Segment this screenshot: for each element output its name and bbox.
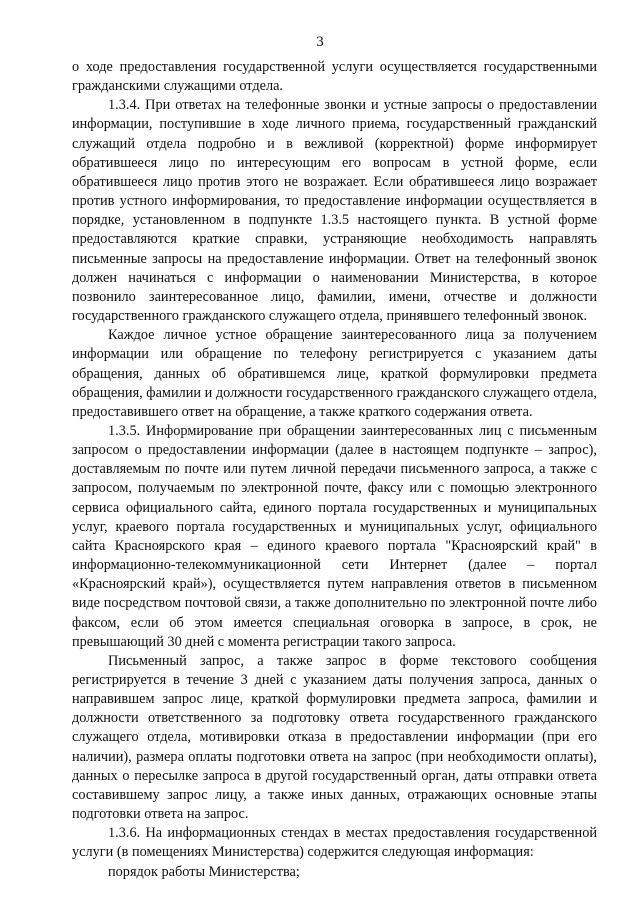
list-item-ministry-work-order: порядок работы Министерства; [108, 863, 300, 880]
paragraph-oral-request-registration: Каждое личное устное обращение заинтересованного лица за получением информации или обращение по телефону регистрируется с указанием даты обращения, данных об обратившемся лице, краткой формулировки предмета обращения, фамилии и должности государственного гражданского служащего отдела, предоставившего ответ на обращение, а также краткого содержания ответа. [72, 327, 597, 420]
paragraph-1-3-6: 1.3.6. На информационных стендах в местах предоставления государственной услуги (в помещениях Министерства) содержится следующая информация: [72, 825, 597, 861]
paragraph-written-request-registration: Письменный запрос, а также запрос в форме текстового сообщения регистрируется в течение 3 дней с указанием даты получения запроса, данных о направившем запрос лице, краткой формулировки предмета запроса, фамилии и должности ответственного за подготовку ответа государственного гражданского служащего отдела, мотивировки отказа в предоставлении информации (при его наличии), размера оплаты подготовки ответа на запрос (при необходимости оплаты), данных о пересылке запроса в другой государственный орган, даты отправки ответа составившему запрос лицу, а также иных данных, отражающих основные этапы подготовки ответа на запрос. [72, 652, 597, 823]
page-number: 3 [316, 34, 324, 50]
paragraph-1-3-5: 1.3.5. Информирование при обращении заинтересованных лиц с письменным запросом о предоставлении информации (далее в настоящем подпункте – запрос), доставляемым по почте или путем личной передачи письменного запроса, а также с запросом, получаемым по электронной почте, факсу или с помощью электронного сервиса официального сайта, единого портала государственных и муниципальных услуг, краевого портала государственных и муниципальных услуг, официального сайта Красноярского края – единого краевого портала "Красноярский край" в информационно-телекоммуникационной сети Интернет (далее – портал «Красноярский край»), осуществляется путем направления ответов в письменном виде посредством почтовой связи, а также дополнительно по электронной почте либо факсом, если об этом имеется специальная оговорка в запросе, в срок, не превышающий 30 дней с момента регистрации такого запроса. [72, 422, 597, 650]
document-body [72, 58, 597, 882]
paragraph-1-3-4: 1.3.4. При ответах на телефонные звонки и устные запросы о предоставлении информации, поступившие в ходе личного приема, государственный гражданский служащий отдела подробно и в вежливой (корректной) форме информирует обратившееся лицо по интересующим его вопросам в устной форме, если обратившееся лицо против этого не возражает. Если обратившееся лицо возражает против устного информирования, то предоставление информации осуществляется в порядке, установленном в подпункте 1.3.5 настоящего пункта. В устной форме предоставляются краткие справки, устраняющие необходимость направлять письменные запросы на предоставление информации. Ответ на телефонный звонок должен начинаться с информации о наименовании Министерства, в которое позвонило заинтересованное лицо, фамилии, имени, отчестве и должности государственного гражданского служащего отдела, принявшего телефонный звонок. [72, 97, 597, 325]
paragraph-continuation: о ходе предоставления государственной услуги осуществляется государственными гражданскими служащими отдела. [72, 59, 597, 95]
